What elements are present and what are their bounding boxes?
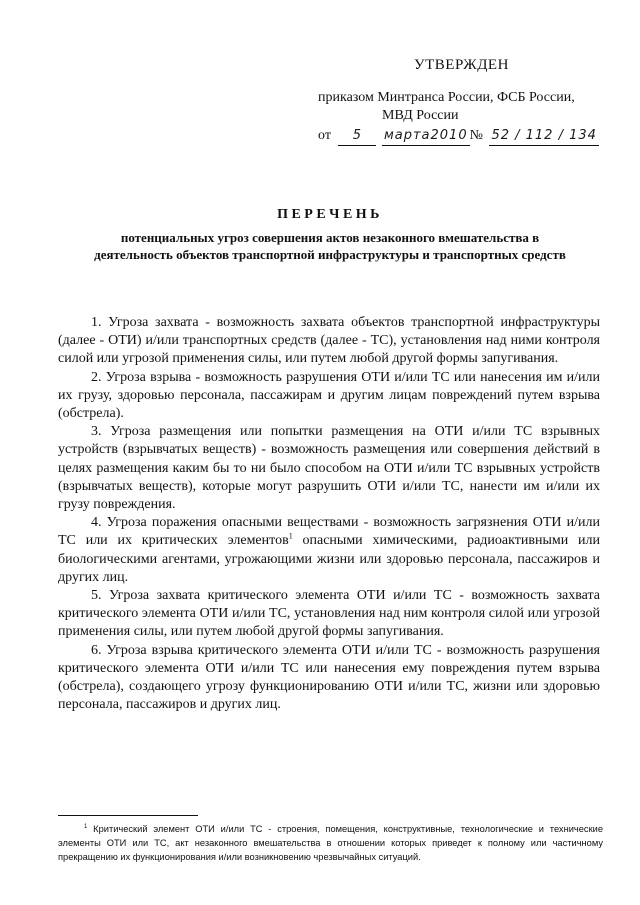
handwritten-day: 5 <box>338 126 376 146</box>
subtitle-line-1: потенциальных угроз совершения актов незаконного вмешательства в <box>120 230 540 245</box>
footnote <box>58 820 603 864</box>
document-heading <box>40 207 620 263</box>
footnote-text: Критический элемент ОТИ и/или ТС - строения, помещения, конструктивные, технологические и технические элементы ОТИ или ТС, акт незаконного вмешательства в отношении которых приведет к полному или частичному прекращению их функционирования и/или возникновению чрезвычайных ситуаций. <box>58 824 603 863</box>
footnote-ref: 1 <box>288 531 293 541</box>
paragraph-4-text-b: опасными химическими, радиоактивными или биологическими агентами, угрожающими жизни или здоровью персонала, пассажиров и других лиц. <box>58 533 601 585</box>
handwritten-month-year: марта2010 <box>382 126 470 146</box>
paragraph-3: 3. Угроза размещения или попытки размещения на ОТИ и/или ТС взрывных устройств (взрывчатых веществ) - возможность размещения или совершения действий в целях размещения каким бы то ни было способом на ОТИ и/или ТС взрывных устройств (взрывчатых веществ), которые могут разрушить ОТИ и/или ТС, нанести им и/или их грузу повреждения. <box>58 424 600 513</box>
document-title: ПЕРЕЧЕНЬ <box>277 207 383 222</box>
approval-order-line: приказом Минтранса России, ФСБ России, <box>318 90 575 105</box>
document-body <box>58 314 600 714</box>
number-sign: № <box>469 128 483 143</box>
date-prefix: от <box>318 128 331 143</box>
footnote-divider <box>58 815 198 816</box>
paragraph-4 <box>58 514 600 587</box>
document-subtitle <box>40 229 620 263</box>
approval-date-line <box>318 126 599 146</box>
paragraph-1: 1. Угроза захвата - возможность захвата объектов транспортной инфраструктуры (далее - ОТИ) и/или транспортных средств (далее - ТС), установления над ними контроля силой или угрозой применения силы, или путем любой другой формы запугивания. <box>58 315 600 367</box>
approval-ministry-line: МВД России <box>382 108 459 123</box>
paragraph-2: 2. Угроза взрыва - возможность разрушения ОТИ и/или ТС или нанесения им и/или их грузу, здоровью персонала, пассажирам и другим лицам повреждений путем взрыва (обстрела). <box>58 369 600 422</box>
paragraph-4-text-a: 4. Угроза поражения опасными веществами - возможность загрязнения ОТИ и/или ТС или их критических элементов <box>58 515 600 549</box>
handwritten-order-number: 52 / 112 / 134 <box>489 126 598 146</box>
approval-title: УТВЕРЖДЕН <box>414 57 509 73</box>
subtitle-line-2: деятельность объектов транспортной инфраструктуры и транспортных средств <box>94 247 566 262</box>
paragraph-5: 5. Угроза захвата критического элемента ОТИ и/или ТС - возможность захвата критического элемента ОТИ и/или ТС, установления над ним контроля силой или угрозой применения силы, или путем любой другой формы запугивания. <box>58 588 600 640</box>
paragraph-6: 6. Угроза взрыва критического элемента ОТИ и/или ТС - возможность разрушения критического элемента ОТИ и/или ТС или нанесения ему повреждения путем взрыва (обстрела), создающего угрозу функционированию ОТИ и/или ТС, жизни или здоровью персонала, пассажиров и других лиц. <box>58 642 600 713</box>
footnote-marker: 1 <box>84 824 88 830</box>
